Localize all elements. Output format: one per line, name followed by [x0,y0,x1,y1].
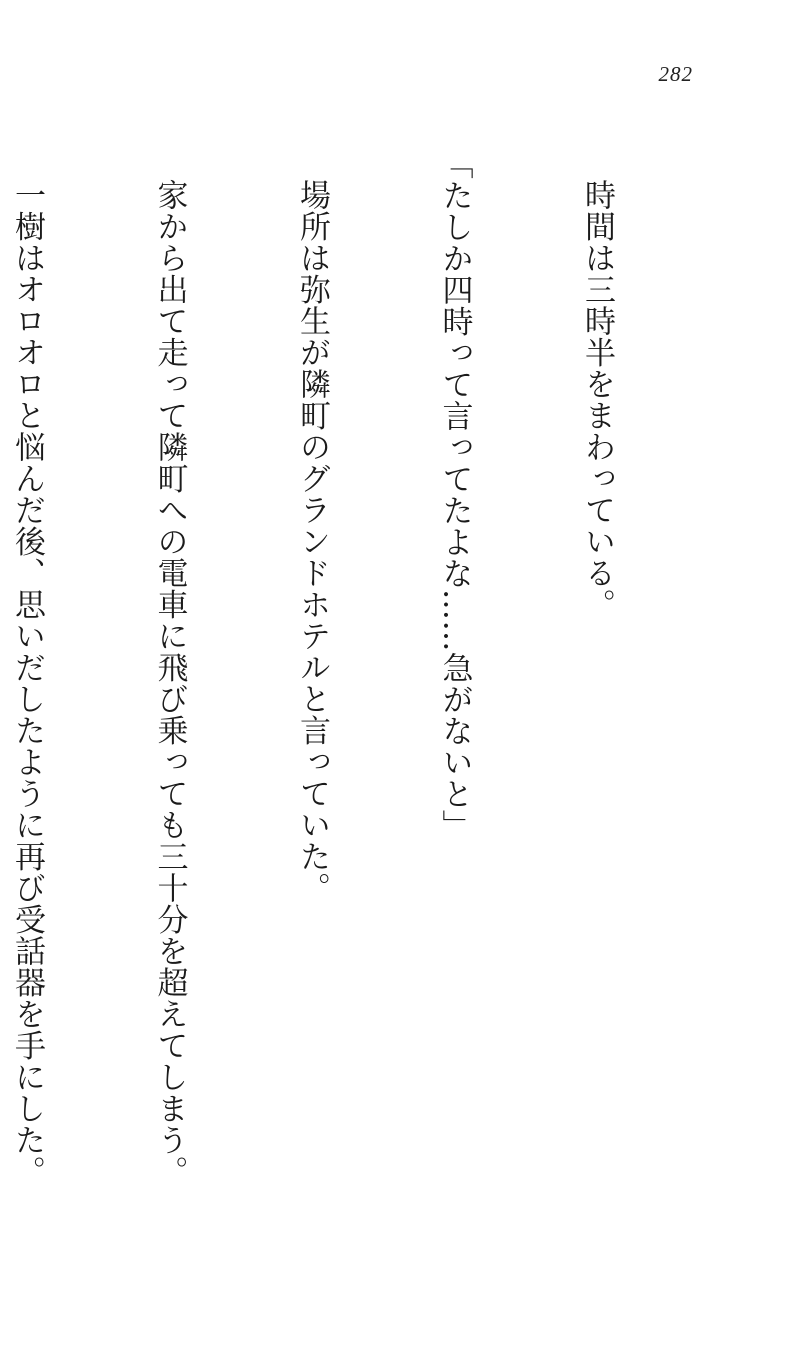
text-line: 場所は弥生が隣町のグランドホテルと言っていた。 [294,179,330,904]
page-number: 282 [658,62,693,86]
text-line: 「たしか四時って言ってたよな……急がないと」 [436,148,473,841]
text-line: 時間は三時半をまわっている。 [579,179,615,620]
text-line: 一樹はオロオロと悩んだ後、思いだしたように再び受話器を手にした。 [9,179,45,1187]
vertical-text-body [9,148,715,1187]
text-line: 家から出て走って隣町への電車に飛び乗っても三十分を超えてしまう。 [151,179,188,1187]
